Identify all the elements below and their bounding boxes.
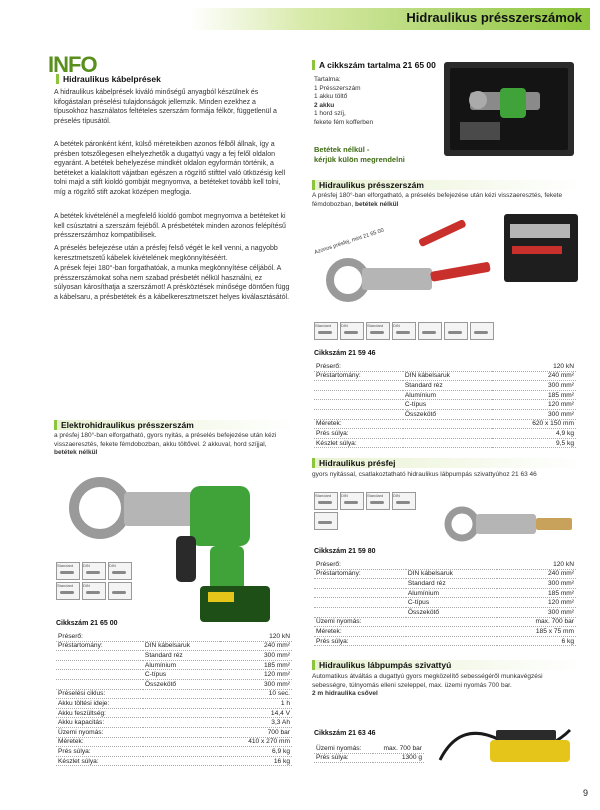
lug-standard-icon: Standard — [56, 562, 80, 580]
connector-standard-icon: Standard — [56, 582, 80, 600]
info-logo: INFO — [48, 52, 97, 77]
press1-catalog-number: Cikkszám 21 59 46 — [314, 350, 376, 357]
spec-cell: Préserő: — [314, 560, 406, 569]
spec-row — [56, 708, 292, 718]
page-header — [0, 0, 600, 40]
spec-cell: Préselési ciklus: — [56, 689, 143, 699]
spec-cell: Préstartomány: — [314, 371, 403, 381]
spec-cell — [314, 588, 406, 598]
spec-row — [314, 400, 576, 410]
head-title: Hidraulikus présfej — [312, 458, 584, 468]
connector-din-icon: DIN — [392, 492, 416, 510]
spec-cell: Üzemi nyomás: — [56, 727, 143, 737]
spec-row — [56, 670, 292, 680]
spec-cell — [314, 409, 403, 419]
spec-cell — [143, 747, 220, 757]
spec-row — [314, 429, 576, 439]
spec-row — [56, 699, 292, 709]
spec-cell — [403, 362, 493, 371]
connector-standard-icon: Standard — [366, 492, 390, 510]
spec-cell: 4,9 kg — [492, 429, 576, 439]
spec-cell: 300 mm² — [492, 381, 576, 391]
spec-cell: C-típus — [143, 670, 220, 680]
info-paragraph-3: A betétek kivételénél a megfelelő kioldó gombot megnyomva a betéteket ki kell csúsztatni a szerszám fejéből. A présbetétek minden azonos felépítésű présszerszámhoz kompatibilisek. — [54, 213, 286, 240]
spec-cell: 1 h — [220, 699, 292, 709]
spec-row — [314, 390, 576, 400]
spec-cell — [143, 632, 220, 641]
spec-row — [314, 381, 576, 391]
spec-cell — [143, 756, 220, 766]
kit-note: Betétek nélkül - kérjük külön megrendelni — [314, 145, 405, 164]
spec-row — [314, 569, 576, 579]
spec-cell — [314, 607, 406, 617]
info-paragraph-2: A betétek páronként ként, külső méreteikben azonos félből állnak, így a présben totszőlegesen elhelyezhetők a dugattyú vagy a fej felől oldalon egyaránt. A betétek behelyezése mindkét oldalon egyformán történik, a betéteket a kialakított vájatban egészen a rögzítő stifttel való ütközésig kell tolni majd a stift kioldó gombját megnyomva, a betéteket tovább kell tolni, míg a rögzítő stift azokat középen megfogja. — [54, 141, 286, 196]
spec-cell — [314, 381, 403, 391]
spec-row — [56, 756, 292, 766]
spec-row — [314, 371, 576, 381]
spec-row — [56, 747, 292, 757]
spec-cell — [403, 419, 493, 429]
spec-cell: Üzemi nyomás: — [314, 744, 373, 753]
spec-row — [56, 651, 292, 661]
spec-cell: 6 kg — [497, 636, 576, 646]
spec-cell: Prés súlya: — [314, 753, 373, 763]
spec-row — [314, 617, 576, 627]
spec-cell — [143, 699, 220, 709]
spec-cell — [56, 670, 143, 680]
press1-case-image — [502, 212, 580, 284]
spec-cell: Standard réz — [406, 579, 497, 589]
pump-image — [430, 700, 580, 780]
spec-cell: max. 700 bar — [497, 617, 576, 627]
spec-cell: 9,5 kg — [492, 438, 576, 448]
pump-catalog-number: Cikkszám 21 63 46 — [314, 730, 376, 737]
spec-cell: Alumínium — [403, 390, 493, 400]
spec-cell — [56, 660, 143, 670]
spec-cell: C-típus — [403, 400, 493, 410]
page-title: Hidraulikus présszerszámok — [406, 10, 582, 25]
spec-cell: Méretek: — [56, 737, 143, 747]
spec-cell: DIN kábelsaruk — [406, 569, 497, 579]
spec-cell: 300 mm² — [492, 409, 576, 419]
spec-cell: 185 mm² — [220, 660, 292, 670]
spec-cell: 185 mm² — [497, 588, 576, 598]
spec-cell: Préserő: — [314, 362, 403, 371]
spec-cell: 300 mm² — [497, 579, 576, 589]
spec-cell — [406, 636, 497, 646]
lug-din-icon: DIN — [340, 322, 364, 340]
press1-description: A présfej 180°-ban elforgatható, a préselés befejezése után kézi visszaeresztés, fekete fémdobozban, betétek nélkül — [312, 192, 563, 208]
spec-cell: 3,3 Ah — [220, 718, 292, 728]
spec-cell: 10 sec. — [220, 689, 292, 699]
spec-cell: 120 mm² — [220, 670, 292, 680]
spec-cell — [143, 718, 220, 728]
spec-cell: Üzemi nyomás: — [314, 617, 406, 627]
spec-cell: 120 mm² — [492, 400, 576, 410]
spec-row — [56, 718, 292, 728]
spec-cell: DIN kábelsaruk — [403, 371, 493, 381]
spec-cell: Méretek: — [314, 627, 406, 637]
spec-cell: 410 x 270 mm — [220, 737, 292, 747]
aluminium-lug-icon — [108, 582, 132, 600]
spec-cell: Akku töltési ideje: — [56, 699, 143, 709]
spec-row — [314, 579, 576, 589]
spec-cell — [143, 689, 220, 699]
c-type-icon — [418, 322, 442, 340]
spec-cell: Alumínium — [143, 660, 220, 670]
lug-icon — [470, 322, 494, 340]
electro-icons — [56, 562, 148, 600]
electro-catalog-number: Cikkszám 21 65 00 — [56, 620, 118, 627]
connector-din-icon: DIN — [108, 562, 132, 580]
spec-row — [314, 753, 424, 763]
electro-image — [60, 466, 290, 626]
spec-cell: Standard réz — [403, 381, 493, 391]
spec-row — [56, 641, 292, 651]
spec-cell: 14,4 V — [220, 708, 292, 718]
spec-cell: 185 mm² — [492, 390, 576, 400]
aluminium-lug-icon — [444, 322, 468, 340]
connector-din-icon: DIN — [392, 322, 416, 340]
spec-cell — [143, 737, 220, 747]
spec-cell: 120 mm² — [497, 598, 576, 608]
spec-cell: Prés súlya: — [314, 429, 403, 439]
head-icons — [314, 492, 434, 530]
lug-din-icon: DIN — [82, 562, 106, 580]
press1-callout: Azonos présfej, mint 21 65 00 — [313, 227, 385, 256]
spec-cell: 1300 g — [373, 753, 424, 763]
spec-cell: DIN kábelsaruk — [143, 641, 220, 651]
press1-spec-table — [314, 362, 576, 448]
info-paragraph-4: A préselés befejezése után a présfej felső végét le kell venni, a nagyobb keresztmetszetű kábelek kivételének megkönnyítéséért. — [54, 245, 278, 262]
spec-cell — [143, 727, 220, 737]
spec-cell — [406, 627, 497, 637]
info-paragraph-5: A prések fejei 180°-ban forgathatóak, a munka megkönnyítése céljából. A présszerszámokat soha nem szabad présbetét nélkül használni, ez súlyosan károsíthatja a szerszámot! A présköztések minősége döntően függ a kábelsaru, a présbetétek és a kábelkeresztmetszet helyes kiválasztásától. — [54, 265, 290, 301]
press1-icons — [314, 322, 494, 340]
kit-contents: Tartalma: 1 Présszerszám 1 akku töltő 2 akku 1 hord szíj, fekete fém kofferben — [314, 76, 374, 126]
spec-cell: 240 mm² — [492, 371, 576, 381]
spec-cell: Összekötő — [406, 607, 497, 617]
spec-cell: Készlet súlya: — [56, 756, 143, 766]
c-type-din-icon: DIN — [82, 582, 106, 600]
spec-row — [56, 689, 292, 699]
spec-row — [56, 679, 292, 689]
spec-row — [314, 607, 576, 617]
spec-cell: 185 x 75 mm — [497, 627, 576, 637]
spec-cell: Prés súlya: — [56, 747, 143, 757]
spec-cell: Alumínium — [406, 588, 497, 598]
spec-cell — [406, 617, 497, 627]
spec-row — [56, 632, 292, 641]
electro-spec-table — [56, 632, 292, 766]
lug-standard-icon: Standard — [314, 322, 338, 340]
spec-cell — [314, 390, 403, 400]
pump-description: Automatikus átváltás a dugattyú gyors megközelítő sebességéről munkavégzési sebességre, túlnyomás elleni szeleppel, max. üzemi nyomás 700 bar. 2 m hidraulika csővel — [312, 673, 543, 698]
info-title: Hidraulikus kábelprések — [56, 74, 293, 84]
electro-description: a présfej 180°-ban elforgatható, gyors nyitás, a préselés befejezése után kézi visszaeresztés, fekete fémdobozban, akku töltővel. 2 akkuval, hord szíjjal, betétek nélkül — [54, 432, 277, 457]
spec-cell: Standard réz — [143, 651, 220, 661]
lug-standard-icon: Standard — [314, 492, 338, 510]
lug-din-icon: DIN — [340, 492, 364, 510]
spec-cell: 300 mm² — [220, 679, 292, 689]
spec-row — [314, 636, 576, 646]
spec-cell: Összekötő — [403, 409, 493, 419]
spec-cell: C-típus — [406, 598, 497, 608]
pump-spec-table — [314, 744, 424, 763]
spec-cell — [403, 429, 493, 439]
spec-cell: Préstartomány: — [314, 569, 406, 579]
spec-cell: Préserő: — [56, 632, 143, 641]
press1-image — [318, 220, 498, 310]
spec-row — [314, 409, 576, 419]
head-spec-table — [314, 560, 576, 646]
head-description: gyors nyitással, csatlakoztatható hidraulikus lábpumpás szivattyúhoz 21 63 46 — [312, 471, 537, 478]
spec-cell: 120 kN — [492, 362, 576, 371]
electro-title: Elektrohidraulikus présszerszám — [54, 420, 297, 430]
spec-row — [314, 598, 576, 608]
spec-cell: 120 kN — [220, 632, 292, 641]
spec-cell: max. 700 bar — [373, 744, 424, 753]
spec-cell: 240 mm² — [497, 569, 576, 579]
spec-cell: Akku feszültség: — [56, 708, 143, 718]
spec-cell — [314, 579, 406, 589]
spec-cell — [143, 708, 220, 718]
spec-cell — [314, 400, 403, 410]
spec-cell — [56, 679, 143, 689]
spec-row — [314, 438, 576, 448]
head-catalog-number: Cikkszám 21 59 80 — [314, 548, 376, 555]
spec-cell: Préstartomány: — [56, 641, 143, 651]
spec-row — [314, 588, 576, 598]
spec-row — [314, 419, 576, 429]
spec-cell: 16 kg — [220, 756, 292, 766]
spec-cell — [406, 560, 497, 569]
pump-title: Hidraulikus lábpumpás szivattyú — [312, 660, 584, 670]
spec-cell: Méretek: — [314, 419, 403, 429]
spec-row — [56, 737, 292, 747]
spec-row — [314, 744, 424, 753]
spec-cell: Prés súlya: — [314, 636, 406, 646]
spec-row — [56, 660, 292, 670]
spec-cell: 300 mm² — [220, 651, 292, 661]
spec-row — [314, 560, 576, 569]
page-number: 9 — [583, 788, 589, 798]
spec-cell — [56, 651, 143, 661]
kit-title: A cikkszám tartalma 21 65 00 — [312, 60, 449, 70]
spec-cell: 700 bar — [220, 727, 292, 737]
spec-cell: 6,9 kg — [220, 747, 292, 757]
lug-icon — [314, 512, 338, 530]
spec-cell: 120 kN — [497, 560, 576, 569]
connector-standard-icon: Standard — [366, 322, 390, 340]
spec-row — [314, 627, 576, 637]
spec-cell: Összekötő — [143, 679, 220, 689]
press1-title: Hidraulikus présszerszám — [312, 180, 584, 190]
info-paragraph-1: A hidraulikus kábelprések kiváló minőségű anyagból készülnek és kifogástalan préselési tulajdonságok jellemzik. Minden ezekhez a típusokhoz használatos feltételes szerszám formája félkör, függetlenül a préselés típusától. — [54, 89, 277, 125]
spec-row — [314, 362, 576, 371]
spec-cell: 300 mm² — [497, 607, 576, 617]
spec-cell: Akku kapacitás: — [56, 718, 143, 728]
case-image — [440, 52, 580, 162]
spec-cell: 620 x 150 mm — [492, 419, 576, 429]
spec-cell: Készlet súlya: — [314, 438, 403, 448]
spec-row — [56, 727, 292, 737]
head-image — [440, 498, 580, 548]
spec-cell — [314, 598, 406, 608]
spec-cell — [403, 438, 493, 448]
spec-cell: 240 mm² — [220, 641, 292, 651]
